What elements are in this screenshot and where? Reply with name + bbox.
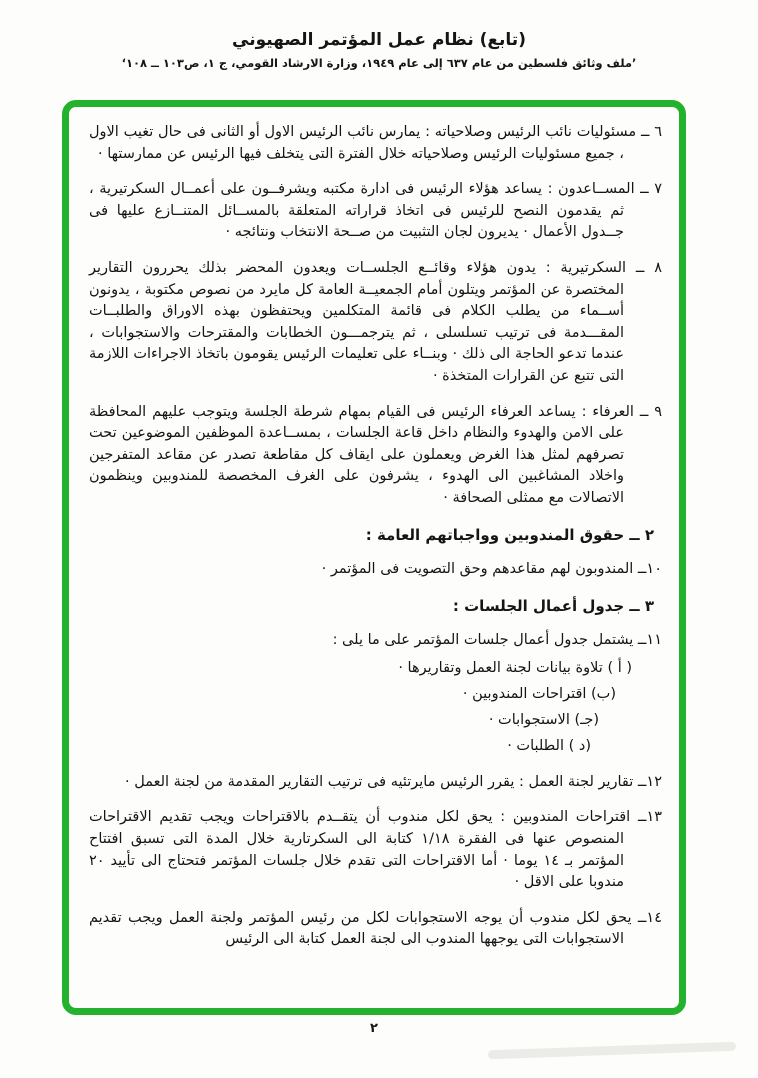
green-border-frame — [62, 100, 686, 1015]
clause-7-text: المســاعدون : يساعد هؤلاء الرئيس فى ادارة مكتبه ويشرفــون على أعمــال السكرتيرية ، ثم يقدمون النصح للرئيس فى اتخاذ قراراته المتعلقة بالمســائل المتنــازع عليها فى جــدول الأعمال · يديرون لجان التثبيت من صــحة الانتخاب ونتائجه · — [89, 181, 635, 241]
clause-13-number: ١٣ــ — [637, 809, 663, 826]
clause-8-number: ٨ ــ — [635, 259, 663, 276]
clause-10 — [89, 559, 662, 581]
sub-item-a: ( أ ) تلاوة بيانات لجنة العمل وتقاريرها · — [398, 659, 632, 676]
clause-7-number: ٧ ــ — [640, 181, 663, 198]
section-heading-3: ٣ ــ جدول أعمال الجلسات : — [452, 596, 654, 615]
document-header — [0, 0, 758, 70]
scan-smudge — [488, 1042, 736, 1060]
section-heading-2: ٢ ــ حقوق المندوبين وواجباتهم العامة : — [365, 525, 654, 544]
clause-9 — [89, 402, 662, 510]
clause-14-number: ١٤ــ — [637, 909, 662, 926]
clause-11-text: يشتمل جدول أعمال جلسات المؤتمر على ما يلى : — [332, 632, 634, 649]
sub-item-c: (جـ) الاستجوابات · — [488, 711, 599, 728]
clause-6-text: مسئوليات نائب الرئيس وصلاحياته : يمارس نائب الرئيس الاول أو الثانى فى حال تغيب الاول ، جميع مسئوليات الرئيس وصلاحياته خلال الفترة التى يتخلف فيها الرئيس عن ممارستها · — [89, 124, 637, 162]
sub-item-b: (ب) اقتراحات المندوبين · — [462, 685, 616, 702]
clause-11 — [89, 630, 662, 652]
document-body — [69, 107, 679, 951]
clause-14-text: يحق لكل مندوب أن يوجه الاستجوابات لكل من رئيس المؤتمر ولجنة العمل ويجب تقديم الاستجوابات التى يوجهها المندوب الى لجنة العمل كتابة الى الرئيس — [89, 909, 632, 948]
clause-13-text: اقتراحات المندوبين : يحق لكل مندوب أن يتقــدم بالاقتراحات ويجب تقديم الاقتراحات المنصوص عنها فى الفقرة ١/١٨ كتابة الى السكرتارية خلال المدة التى تسبق افتتاح المؤتمر بـ ١٤ يوما · أما الاقتراحات التى تقدم خلال جلسات المؤتمر فتحتاج الى تأييد ٢٠ مندوبا على الاقل · — [89, 809, 631, 891]
sub-item-d: (د ) الطلبات · — [507, 737, 591, 754]
clause-9-text: العرفاء : يساعد العرفاء الرئيس فى القيام بمهام شرطة الجلسة ويتوجب عليهم المحافظة على الامن والهدوء والنظام داخل قاعة الجلسات ، بمســاعدة الموظفين الموضوعين تحت تصرفهم لمثل هذا الغرض ويعملون على ايقاف كل مقاطعة تصدر عن مقاعد المتفرجين واخلاد المشاغبين الى الهدوء ، يشرفون على الغرف المخصصة للمندوبين وينظمون الاتصالات مع ممثلى الصحافة · — [89, 403, 634, 506]
clause-12-text: تقارير لجنة العمل : يقرر الرئيس مايرتئيه فى ترتيب التقارير المقدمة من لجنة العمل · — [125, 773, 634, 790]
clause-8-text: السكرتيرية : يدون هؤلاء وقائــع الجلســات ويعدون المحضر بذلك يحررون التقارير المختصرة عن المؤتمر ويتلون أمام الجمعيــة العامة كل مايرد من نصوص مكتوبة ، يدونون أســماء من يطلب الكلام فى قائمة المتكلمين ويحتفظون بهذه الاوراق والطلبــات المقـــدمة فى ترتيب تسلسلى ، ثم يترجمـــون الخطابات والمقترحات والاستجوابات ، عندما تدعو الحاجة الى ذلك · وبنــاء على تعليمات الرئيس يقومون باتخاذ الاجراءات اللازمة التى تتبع عن القرارات المتخذة · — [89, 259, 627, 384]
clause-14 — [89, 908, 662, 951]
page-number: ٢ — [370, 1021, 378, 1036]
clause-10-text: المندوبون لهم مقاعدهم وحق التصويت فى المؤتمر · — [321, 561, 634, 578]
clause-9-number: ٩ ــ — [639, 403, 663, 420]
document-title: (تابع) نظام عمل المؤتمر الصهيوني — [232, 30, 526, 50]
clause-13 — [89, 807, 662, 893]
source-citation: ’ملف وثائق فلسطين من عام ٦٣٧ إلى عام ١٩٤٩، وزارة الارشاد القومي، ج ١، ص١٠٣ ــ ١٠٨‘ — [121, 56, 637, 70]
clause-12-number: ١٢ــ — [637, 773, 662, 790]
clause-12 — [89, 772, 662, 794]
clause-8 — [89, 258, 662, 388]
clause-7 — [89, 179, 662, 244]
clause-11-number: ١١ــ — [637, 632, 662, 649]
clause-10-number: ١٠ــ — [637, 561, 662, 578]
clause-6-number: ٦ ــ — [640, 124, 663, 140]
clause-6 — [89, 122, 662, 165]
